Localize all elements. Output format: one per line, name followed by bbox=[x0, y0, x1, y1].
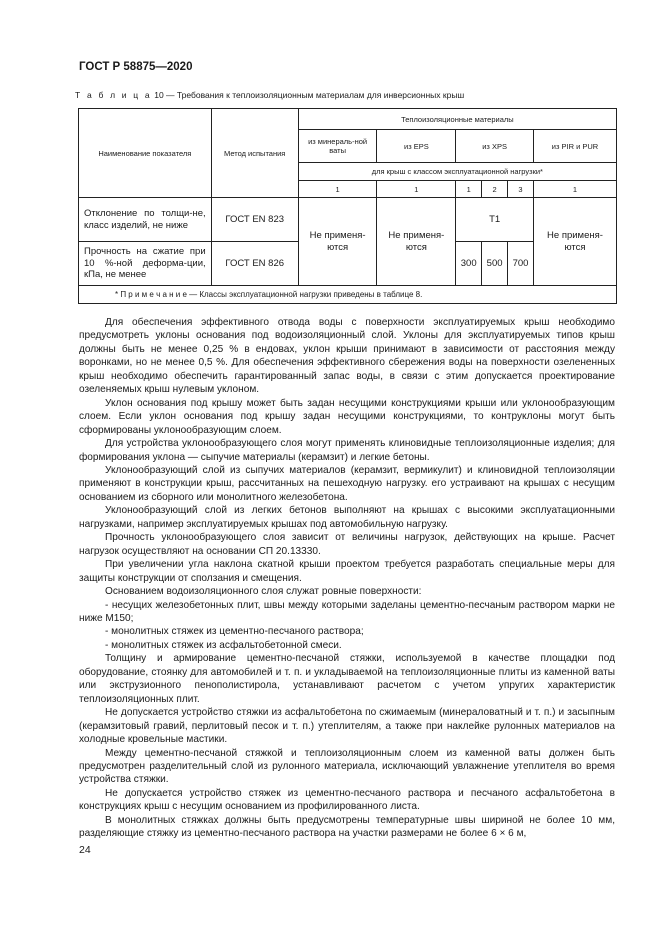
page-number: 24 bbox=[79, 844, 91, 856]
paragraph: Между цементно-песчаной стяжкой и теплоизоляционным слоем из каменной ваты должен быть предусмотрен разделительный слой из рулонного материала, исключающий увлажнение утеплителя во время устройства стяжки. bbox=[79, 747, 615, 786]
class-cell: 1 bbox=[456, 181, 482, 198]
table-caption bbox=[75, 90, 464, 100]
material-xps: из XPS bbox=[456, 130, 534, 163]
class-cell: 1 bbox=[298, 181, 377, 198]
class-cell: 2 bbox=[482, 181, 508, 198]
paragraph: Основанием водоизоляционного слоя служат ровные поверхности: bbox=[105, 586, 422, 598]
header-param: Наименование показателя bbox=[79, 109, 212, 198]
paragraph: В монолитных стяжках должны быть предусмотрены температурные швы шириной не более 10 мм, разделяющие стяжку из цементно-песчаного раствора на участки размерами не более 6 × 6 м, bbox=[79, 814, 615, 840]
body-text bbox=[79, 316, 615, 841]
paragraph: Уклонообразующий слой из легких бетонов выполняют на крышах с высокими эксплуатационными нагрузками, например эксплуатируемых крышах под автомобильную нагрузку. bbox=[79, 505, 615, 530]
row-method-strength: ГОСТ EN 826 bbox=[211, 242, 298, 286]
header-materials: Теплоизоляционные материалы bbox=[298, 109, 616, 130]
class-cell: 1 bbox=[377, 181, 456, 198]
material-eps: из EPS bbox=[377, 130, 456, 163]
paragraph: При увеличении угла наклона скатной крыши проектом требуется разработать специальные меры для защиты конструкции от сползания и смещения. bbox=[79, 559, 615, 584]
xps-strength-value: 500 bbox=[482, 242, 508, 286]
row-param-strength: Прочность на сжатие при 10 %-ной деформа-ции, кПа, не менее bbox=[79, 242, 212, 286]
list-item: - несущих железобетонных плит, швы между которыми заделаны цементно-песчаным раствором марки не ниже М150; bbox=[79, 599, 615, 624]
mineral-wool-not-applicable: Не применя-ются bbox=[298, 198, 377, 286]
table-caption-label: Т а б л и ц а bbox=[75, 90, 152, 100]
xps-thickness-class: T1 bbox=[456, 198, 534, 242]
requirements-table bbox=[78, 108, 617, 304]
paragraph: Для обеспечения эффективного отвода воды с поверхности эксплуатируемых крыш необходимо предусмотреть уклоны основания под водоизоляционный слой. Уклоны для эксплуатируемых типов крыш должны быть не менее 0,25 % в ендовах, уклон крыши принимают в зависимости от расстояния между воронками, но не менее 0,5 %. Для обеспечения эффективного сбережения воды на поверхности озелененных крыш необходимо обеспечить гарантированный запас воды, в связи с этим допускается проектирование озеленяемых крыш нулевым уклоном. bbox=[79, 317, 615, 396]
list-item: - монолитных стяжек из цементно-песчаного раствора; bbox=[105, 626, 364, 638]
pir-not-applicable: Не применя-ются bbox=[533, 198, 616, 286]
standard-header: ГОСТ Р 58875—2020 bbox=[79, 61, 193, 73]
paragraph: Не допускается устройство стяжек из цементно-песчаного раствора и песчаного асфальтобетона в конструкциях крыш с несущим основанием из профилированного листа. bbox=[79, 787, 615, 813]
xps-strength-value: 700 bbox=[508, 242, 534, 286]
paragraph: Не допускается устройство стяжки из асфальтобетона по сжимаемым (минераловатный и т. п.) и засыпным (керамзитовый гравий, перлитовый песок и т. п.) утеплителям, а также при наклейке рулонных материалов на холодные кровельные мастики. bbox=[79, 707, 615, 746]
paragraph: Для устройства уклонообразующего слоя могут применять клиновидные теплоизоляционные изделия; для формирования уклона — сыпучие материалы (керамзит) и легкие бетоны. bbox=[79, 438, 615, 463]
paragraph: Прочность уклонообразующего слоя зависит от величины нагрузок, действующих на крыше. Расчет нагрузок осуществляют на основании СП 20.13330. bbox=[79, 532, 615, 557]
load-class-header: для крыш с классом эксплуатационной нагрузки* bbox=[298, 163, 616, 181]
paragraph: Толщину и армирование цементно-песчаной стяжки, используемой в качестве площадки под оборудование, стоянку для автомобилей и т. п. и укладываемой на теплоизоляционные плиты из каменной ваты или экструзионного пенополистирола, устанавливают расчетом с учетом упругих характеристик теплоизоляционных плит. bbox=[79, 653, 615, 705]
eps-not-applicable: Не применя-ются bbox=[377, 198, 456, 286]
table-caption-text: 10 — Требования к теплоизоляционным материалам для инверсионных крыш bbox=[151, 90, 465, 100]
class-cell: 1 bbox=[533, 181, 616, 198]
class-cell: 3 bbox=[508, 181, 534, 198]
header-method: Метод испытания bbox=[211, 109, 298, 198]
list-item: - монолитных стяжек из асфальтобетонной смеси. bbox=[105, 639, 342, 651]
table-note: * П р и м е ч а н и е — Классы эксплуатационной нагрузки приведены в таблице 8. bbox=[79, 286, 617, 304]
row-param-thickness: Отклонение по толщи-не, класс изделий, не ниже bbox=[79, 198, 212, 242]
paragraph: Уклонообразующий слой из сыпучих материалов (керамзит, вермикулит) и клиновидной теплоизоляции применяют в конструкции крыш, рассчитанных на пешеходную нагрузку. его устраивают на крышах с несущим основанием из сборного или монолитного железобетона. bbox=[79, 464, 615, 503]
paragraph: Уклон основания под крышу может быть задан несущими конструкциями крыши или уклонообразующим слоем. Если уклон основания под крышу задан несущими конструкциями, то контруклоны могут быть сформированы уклонообразующим слоем. bbox=[79, 397, 615, 436]
xps-strength-value: 300 bbox=[456, 242, 482, 286]
material-pir-pur: из PIR и PUR bbox=[533, 130, 616, 163]
material-mineral-wool: из минераль-ной ваты bbox=[298, 130, 377, 163]
row-method-thickness: ГОСТ EN 823 bbox=[211, 198, 298, 242]
